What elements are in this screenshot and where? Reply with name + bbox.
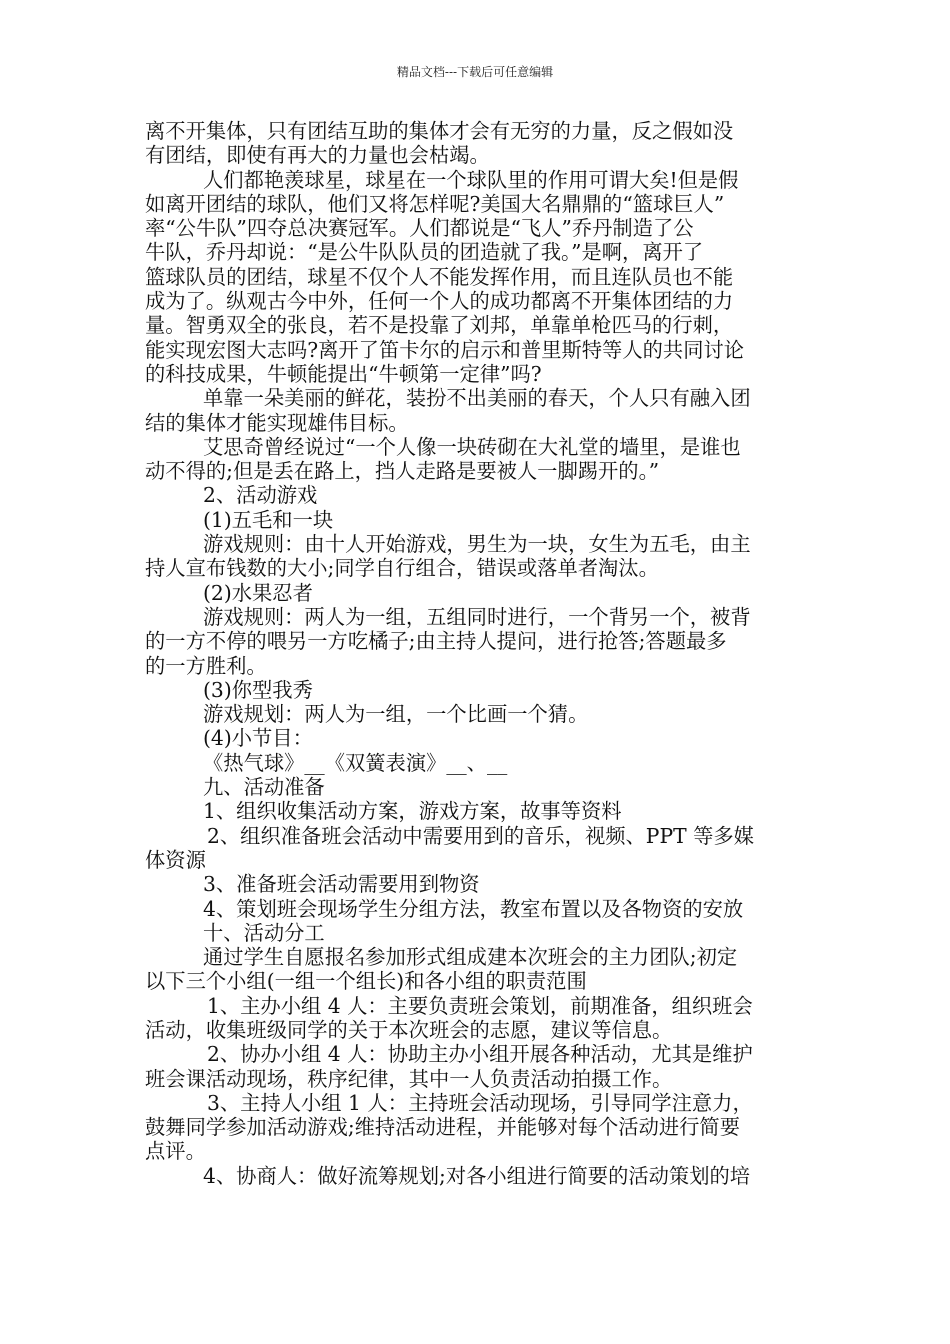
text-line: 离不开集体，只有团结互助的集体才会有无穷的力量，反之假如没 <box>145 119 734 143</box>
text-line: (1)五毛和一块 <box>203 507 334 532</box>
text-line: 通过学生自愿报名参加形式组成建本次班会的主力团队;初定 <box>203 945 738 970</box>
text-line: 九、活动准备 <box>203 775 325 800</box>
page-header: 精品文档---下载后可任意编辑 <box>396 65 554 79</box>
text-line: 动不得的;但是丢在路上，挡人走路是要被人一脚踢开的。” <box>145 459 660 484</box>
text-line: 的一方不停的喂另一方吃橘子;由主持人提问，进行抢答;答题最多 <box>145 629 727 654</box>
text-line: 牛队，乔丹却说：“是公牛队队员的团造就了我。”是啊，离开了 <box>145 240 704 265</box>
text-line: 游戏规则：两人为一组，五组同时进行，一个背另一个，被背 <box>203 604 751 629</box>
text-line: 《热气球》__《双簧表演》__、__ <box>203 750 508 775</box>
text-line: 2、活动游戏 <box>203 483 318 508</box>
text-line: 量。智勇双全的张良，若不是投靠了刘邦，单靠单枪匹马的行刺， <box>145 313 734 338</box>
text-line: 1、组织收集活动方案，游戏方案，故事等资料 <box>203 799 622 824</box>
text-line: 艾思奇曾经说过“一个人像一块砖砌在大礼堂的墙里，是谁也 <box>203 434 741 459</box>
text-line: 结的集体才能实现雄伟目标。 <box>145 410 409 435</box>
text-line: (2)水果忍者 <box>203 580 313 605</box>
text-line: 持人宣布钱数的大小;同学自行组合，错误或落单者淘汰。 <box>145 556 659 581</box>
text-line: 4、策划班会现场学生分组方法，教室布置以及各物资的安放 <box>203 896 744 921</box>
document-body <box>145 119 813 1188</box>
text-line: 篮球队员的团结，球星不仅个人不能发挥作用，而且连队员也不能 <box>145 264 734 289</box>
text-line: 的科技成果，牛顿能提出“牛顿第一定律”吗? <box>145 361 542 386</box>
text-line: 以下三个小组(一组一个组长)和各小组的职责范围 <box>145 969 587 994</box>
text-line: (3)你型我秀 <box>203 677 313 702</box>
text-line: 能实现宏图大志吗?离开了笛卡尔的启示和普里斯特等人的共同讨论 <box>145 337 745 362</box>
text-line: 1、主办小组 4 人：主要负责班会策划，前期准备，组织班会 <box>207 993 753 1018</box>
text-line: 如离开团结的球队，他们又将怎样呢?美国大名鼎鼎的“篮球巨人” <box>145 191 725 216</box>
text-line: 有团结，即使有再大的力量也会枯竭。 <box>145 143 490 168</box>
text-line: 3、准备班会活动需要用到物资 <box>203 872 480 897</box>
text-line: 2、协办小组 4 人：协助主办小组开展各种活动，尤其是维护 <box>207 1042 753 1067</box>
text-line: 4、协商人：做好流筹规划;对各小组进行简要的活动策划的培 <box>203 1163 751 1188</box>
text-line: (4)小节目： <box>203 726 313 751</box>
text-line: 的一方胜利。 <box>145 653 267 678</box>
text-line: 班会课活动现场，秩序纪律，其中一人负责活动拍摄工作。 <box>145 1066 673 1091</box>
text-line: 2、组织准备班会活动中需要用到的音乐，视频、PPT 等多媒 <box>207 823 754 848</box>
text-line: 体资源 <box>145 847 206 872</box>
text-line: 游戏规划：两人为一组，一个比画一个猜。 <box>203 702 589 727</box>
text-line: 3、主持人小组 1 人：主持班会活动现场，引导同学注意力， <box>207 1090 753 1115</box>
text-line: 成为了。纵观古今中外，任何一个人的成功都离不开集体团结的力 <box>145 289 734 314</box>
text-line: 人们都艳羡球星，球星在一个球队里的作用可谓大矣!但是假 <box>203 167 739 192</box>
text-line: 十、活动分工 <box>203 920 325 945</box>
text-line: 点评。 <box>145 1139 206 1164</box>
text-line: 率“公牛队”四夺总决赛冠军。人们都说是“飞人”乔丹制造了公 <box>145 216 694 241</box>
text-line: 单靠一朵美丽的鲜花，装扮不出美丽的春天，个人只有融入团 <box>203 386 751 411</box>
text-line: 鼓舞同学参加活动游戏;维持活动进程，并能够对每个活动进行简要 <box>145 1115 740 1140</box>
text-line: 游戏规则：由十人开始游戏，男生为一块，女生为五毛，由主 <box>203 532 751 557</box>
text-line: 活动，收集班级同学的关于本次班会的志愿，建议等信息。 <box>145 1017 673 1042</box>
